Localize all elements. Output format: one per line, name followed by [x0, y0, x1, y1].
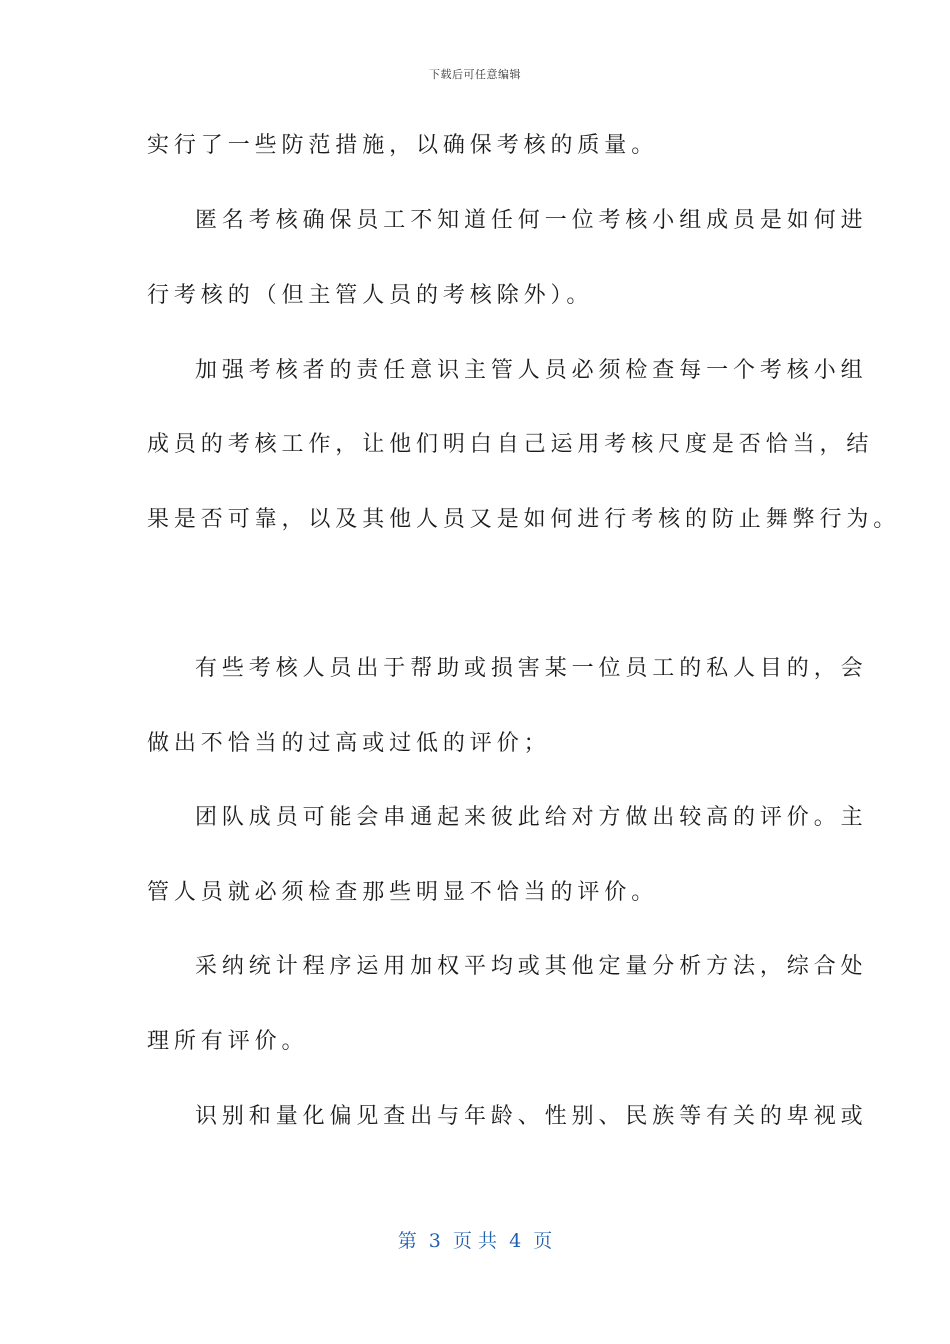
text-line: 行考核的（但主管人员的考核除外）。	[147, 283, 594, 308]
text-line: 成员的考核工作，让他们明白自己运用考核尺度是否恰当，结	[147, 432, 874, 457]
text-line: 果是否可靠，以及其他人员又是如何进行考核的防止舞弊行为。	[147, 507, 901, 532]
text-line: 有些考核人员出于帮助或损害某一位员工的私人目的，会	[195, 656, 868, 681]
text-line: 识别和量化偏见查出与年龄、性别、民族等有关的卑视或	[195, 1104, 868, 1129]
text-line: 加强考核者的责任意识主管人员必须检查每一个考核小组	[195, 358, 868, 383]
text-line: 采纳统计程序运用加权平均或其他定量分析方法，综合处	[195, 954, 868, 979]
text-line: 做出不恰当的过高或过低的评价；	[147, 731, 551, 756]
page-header: 下载后可任意编辑	[429, 68, 521, 81]
text-line: 匿名考核确保员工不知道任何一位考核小组成员是如何进	[195, 208, 868, 233]
page-number-footer: 第 3 页 共 4 页	[397, 1230, 553, 1252]
text-line: 理所有评价。	[147, 1029, 309, 1054]
text-line: 团队成员可能会串通起来彼此给对方做出较高的评价。主	[195, 805, 868, 830]
text-line: 实行了一些防范措施，以确保考核的质量。	[147, 133, 659, 158]
text-line: 管人员就必须检查那些明显不恰当的评价。	[147, 880, 659, 905]
